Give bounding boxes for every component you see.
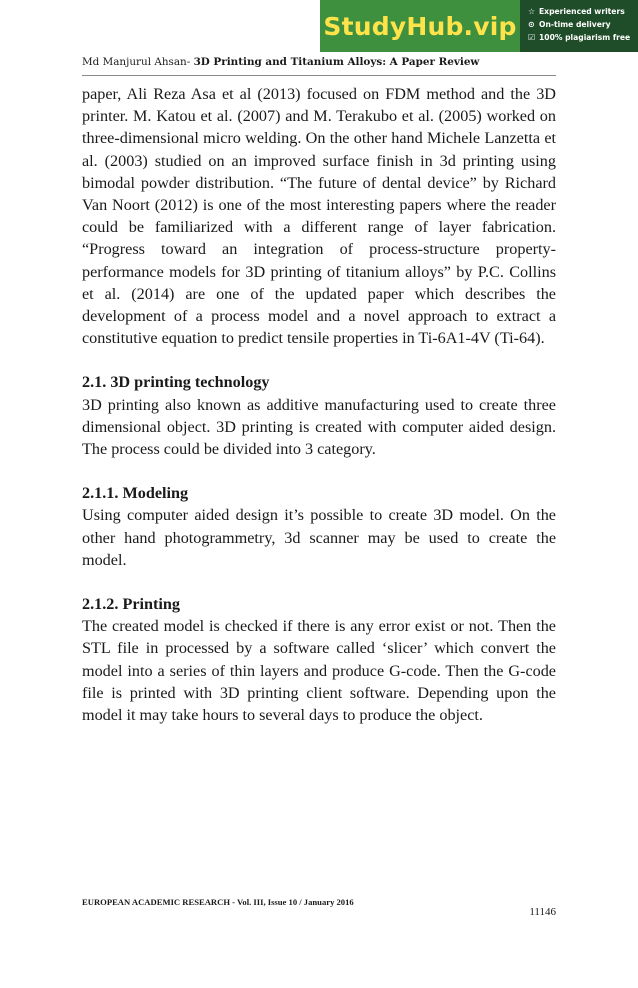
journal-footer: EUROPEAN ACADEMIC RESEARCH - Vol. III, Issue 10 / January 2016 — [82, 897, 354, 907]
section-text-printing-technology: 3D printing also known as additive manufacturing used to create three dimensional object. 3D printing is created with computer aided design. The process could be divided into 3 category. — [82, 395, 556, 459]
perk-item — [528, 31, 638, 44]
clock-icon: ⊙ — [528, 20, 535, 29]
section-text-printing: The created model is checked if there is any error exist or not. Then the STL file in processed by a software called ‘slicer’ which convert the model into a series of thin layers and produce G-code. Then the G-code file is printed with 3D printing client software. Depending upon the model it may take hours to several days to produce the object. — [82, 617, 556, 725]
studyhub-banner[interactable] — [320, 0, 638, 52]
page-number: 11146 — [529, 906, 556, 918]
running-head — [82, 56, 556, 68]
section-heading-printing: 2.1.2. Printing — [82, 595, 181, 614]
perk-label: Experienced writers — [539, 7, 625, 16]
perk-label: On-time delivery — [539, 20, 611, 29]
perk-item — [528, 18, 638, 31]
section-heading-modeling: 2.1.1. Modeling — [82, 484, 189, 503]
star-icon: ☆ — [528, 7, 536, 16]
header-title: 3D Printing and Titanium Alloys: A Paper Review — [193, 56, 480, 68]
perk-item — [528, 5, 638, 18]
check-icon: ☑ — [528, 33, 536, 42]
section-heading-printing-technology: 2.1. 3D printing technology — [82, 373, 270, 392]
section-text-modeling: Using computer aided design it’s possible to create 3D model. On the other hand photogrammetry, 3d scanner may be used to create the model. — [82, 506, 556, 569]
header-author: Md Manjurul Ahsan- — [82, 56, 191, 68]
section-gap — [82, 460, 556, 482]
perks-panel — [520, 0, 638, 52]
section-gap — [82, 349, 556, 371]
intro-paragraph: paper, Ali Reza Asa et al (2013) focused on FDM method and the 3D printer. M. Katou et al. (2007) and M. Terakubo et al. (2005) worked on three-dimensional micro welding. On the other hand Michele Lanzetta et al. (2003) studied on an improved surface finish in 3d printing using bimodal powder distribution. “The future of dental device” by Richard Van Noort (2012) is one of the most interesting papers where the reader could be familiarized with a different range of layer fabrication. “Progress toward an integration of process-structure property-performance models for 3D printing of titanium alloys” by P.C. Collins et al. (2014) are one of the updated paper which describes the development of a process model and a novel approach to extract a constitutive equation to predict tensile properties in Ti-6A1-4V (Ti-64). — [82, 85, 556, 348]
article-body — [82, 83, 556, 726]
header-divider — [82, 75, 556, 76]
perk-label: 100% plagiarism free — [539, 33, 631, 42]
section-gap — [82, 571, 556, 593]
studyhub-logo[interactable]: StudyHub.vip — [320, 0, 520, 52]
